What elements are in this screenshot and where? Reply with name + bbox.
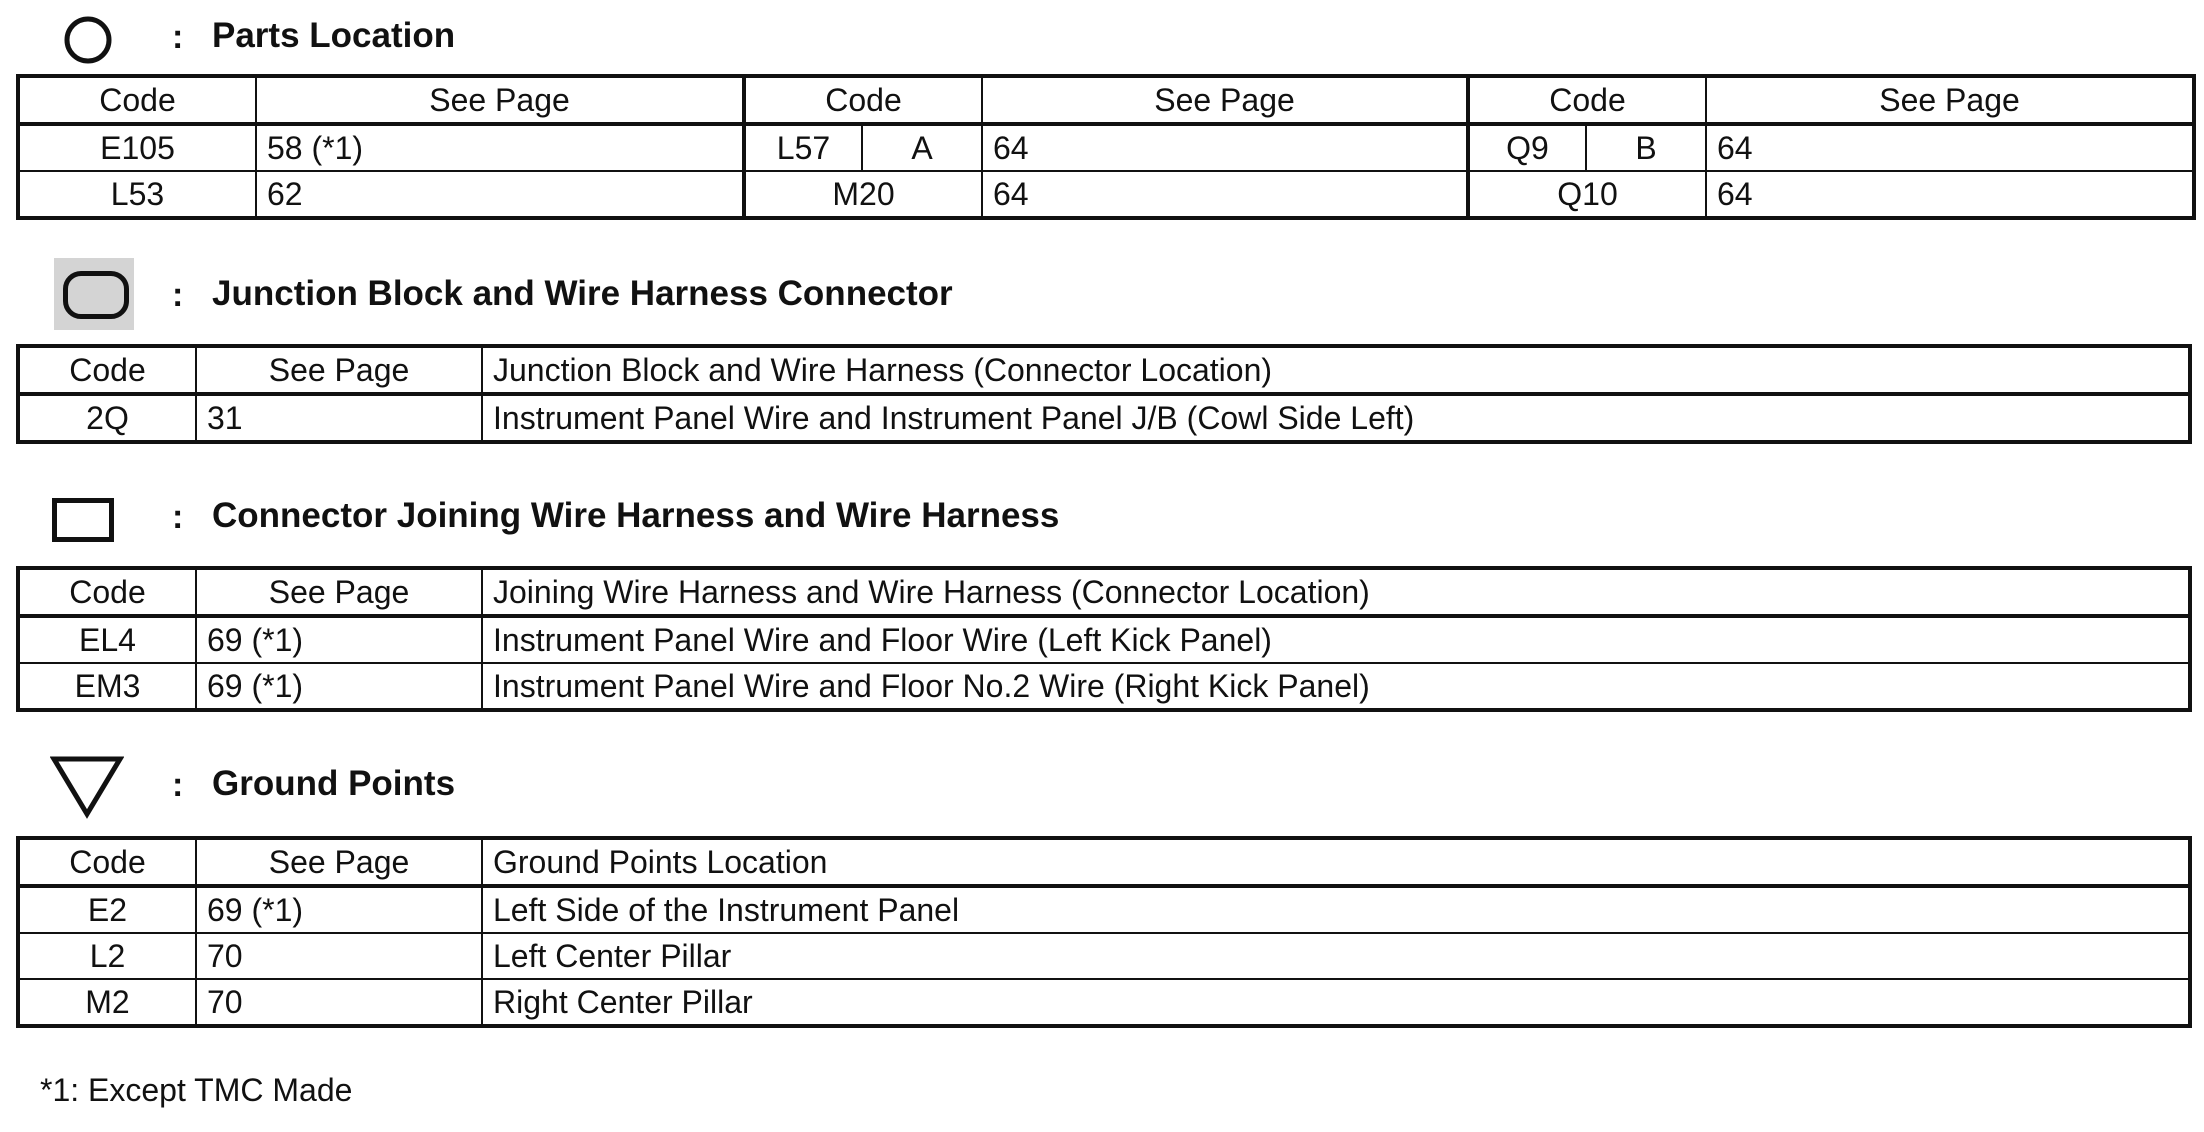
heading-colon: :	[172, 766, 184, 804]
code-cell: EL4	[18, 616, 196, 663]
code-cell: Q10	[1468, 171, 1706, 218]
code-cell: EM3	[18, 663, 196, 710]
junction-block-table	[16, 344, 2192, 444]
parts-location-table	[16, 74, 2196, 220]
code-cell: Q9	[1468, 124, 1586, 171]
header-see-page: See Page	[196, 346, 482, 394]
header-description: Junction Block and Wire Harness (Connector Location)	[482, 346, 2190, 394]
table-header-row	[18, 76, 2194, 124]
description-cell: Instrument Panel Wire and Floor Wire (Left Kick Panel)	[482, 616, 2190, 663]
table-header-row	[18, 568, 2190, 616]
header-description: Joining Wire Harness and Wire Harness (Connector Location)	[482, 568, 2190, 616]
code-cell: L53	[18, 171, 256, 218]
table-row	[18, 394, 2190, 442]
code-cell: M2	[18, 979, 196, 1026]
section-title: Parts Location	[212, 16, 456, 55]
code-cell: M20	[744, 171, 982, 218]
page-cell: 31	[196, 394, 482, 442]
header-code: Code	[18, 346, 196, 394]
table-row	[18, 886, 2190, 933]
description-cell: Left Center Pillar	[482, 933, 2190, 979]
page-cell: 58 (*1)	[256, 124, 744, 171]
code-cell: E2	[18, 886, 196, 933]
page-cell: 64	[1706, 171, 2194, 218]
table-row	[18, 979, 2190, 1026]
connector-joining-table	[16, 566, 2192, 712]
parts-location-heading	[0, 0, 2204, 80]
page-cell: 62	[256, 171, 744, 218]
header-code: Code	[18, 838, 196, 886]
heading-colon: :	[172, 498, 184, 536]
header-description: Ground Points Location	[482, 838, 2190, 886]
header-see-page: See Page	[196, 568, 482, 616]
heading-colon: :	[172, 18, 184, 56]
header-code: Code	[744, 76, 982, 124]
page-cell: 64	[982, 124, 1468, 171]
description-cell: Right Center Pillar	[482, 979, 2190, 1026]
code-cell: L2	[18, 933, 196, 979]
circle-icon	[62, 14, 114, 66]
rounded-rectangle-icon	[54, 258, 134, 330]
section-title: Junction Block and Wire Harness Connector	[212, 274, 953, 313]
page-cell: 69 (*1)	[196, 616, 482, 663]
table-row	[18, 663, 2190, 710]
table-row	[18, 616, 2190, 663]
footnote: *1: Except TMC Made	[40, 1072, 353, 1108]
code-sub-cell: A	[862, 124, 982, 171]
ground-points-table	[16, 836, 2192, 1028]
table-row	[18, 124, 2194, 171]
junction-block-heading	[0, 258, 2204, 338]
description-cell: Instrument Panel Wire and Instrument Panel J/B (Cowl Side Left)	[482, 394, 2190, 442]
table-header-row	[18, 838, 2190, 886]
table-row	[18, 933, 2190, 979]
page-cell: 70	[196, 933, 482, 979]
section-title: Connector Joining Wire Harness and Wire Harness	[212, 496, 1060, 535]
description-cell: Left Side of the Instrument Panel	[482, 886, 2190, 933]
header-code: Code	[18, 568, 196, 616]
code-cell: 2Q	[18, 394, 196, 442]
section-title: Ground Points	[212, 764, 456, 803]
table-header-row	[18, 346, 2190, 394]
header-see-page: See Page	[982, 76, 1468, 124]
page-cell: 64	[982, 171, 1468, 218]
header-see-page: See Page	[256, 76, 744, 124]
header-see-page: See Page	[196, 838, 482, 886]
code-sub-cell: B	[1586, 124, 1706, 171]
page-cell: 70	[196, 979, 482, 1026]
ground-points-heading	[0, 748, 2204, 828]
rectangle-icon	[52, 498, 114, 542]
header-code: Code	[1468, 76, 1706, 124]
connector-joining-heading	[0, 480, 2204, 560]
triangle-down-icon	[50, 754, 124, 820]
code-cell: E105	[18, 124, 256, 171]
heading-colon: :	[172, 276, 184, 314]
description-cell: Instrument Panel Wire and Floor No.2 Wire (Right Kick Panel)	[482, 663, 2190, 710]
page-cell: 69 (*1)	[196, 663, 482, 710]
page-cell: 64	[1706, 124, 2194, 171]
table-row	[18, 171, 2194, 218]
code-cell: L57	[744, 124, 862, 171]
header-see-page: See Page	[1706, 76, 2194, 124]
page-cell: 69 (*1)	[196, 886, 482, 933]
header-code: Code	[18, 76, 256, 124]
